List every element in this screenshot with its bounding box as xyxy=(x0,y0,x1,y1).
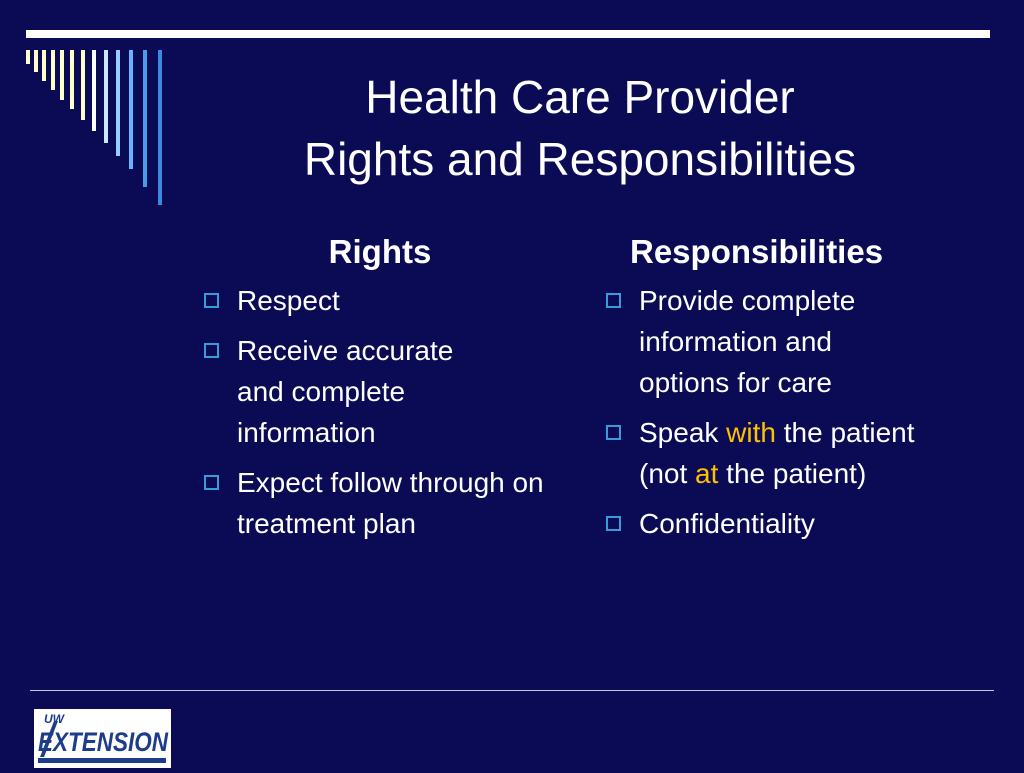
rights-item-text: Receive accurate and complete information xyxy=(237,335,454,448)
speak-text-1: Speak xyxy=(639,417,727,448)
list-item xyxy=(598,503,958,544)
responsibilities-item-text: Confidentiality xyxy=(639,508,815,539)
list-item xyxy=(598,412,919,494)
list-item xyxy=(196,280,566,321)
rights-item-text: Respect xyxy=(237,285,340,316)
rights-item-text: Expect follow through on treatment plan xyxy=(237,467,544,539)
square-bullet-icon xyxy=(204,343,219,358)
title-line-1: Health Care Provider xyxy=(365,71,795,123)
responsibilities-heading: Responsibilities xyxy=(630,233,884,270)
extension-logo-icon xyxy=(34,709,171,768)
rights-heading: Rights xyxy=(328,233,432,270)
list-item xyxy=(196,330,467,453)
top-rule xyxy=(26,30,990,38)
rights-list xyxy=(196,280,566,544)
highlight-at: at xyxy=(695,458,719,489)
list-item xyxy=(598,280,919,403)
decorative-stripes xyxy=(26,50,171,210)
responsibilities-column xyxy=(598,230,958,553)
speak-text-2: the patient (not xyxy=(639,417,915,489)
responsibilities-list xyxy=(598,280,958,544)
uw-extension-logo xyxy=(34,709,171,768)
speak-text-3: the patient) xyxy=(718,458,867,489)
logo-main-text: EXTENSION xyxy=(38,727,169,757)
list-item xyxy=(196,462,567,544)
responsibilities-item-text: Provide complete information and options for care xyxy=(639,285,856,398)
square-bullet-icon xyxy=(606,293,621,308)
square-bullet-icon xyxy=(606,425,621,440)
square-bullet-icon xyxy=(204,475,219,490)
title-line-2: Rights and Responsibilities xyxy=(303,133,857,185)
bottom-rule xyxy=(30,690,994,691)
square-bullet-icon xyxy=(606,516,621,531)
highlight-with: with xyxy=(726,417,776,448)
square-bullet-icon xyxy=(204,293,219,308)
logo-small-text: UW xyxy=(44,712,64,726)
rights-column xyxy=(196,230,566,553)
slide-title xyxy=(160,66,1000,190)
